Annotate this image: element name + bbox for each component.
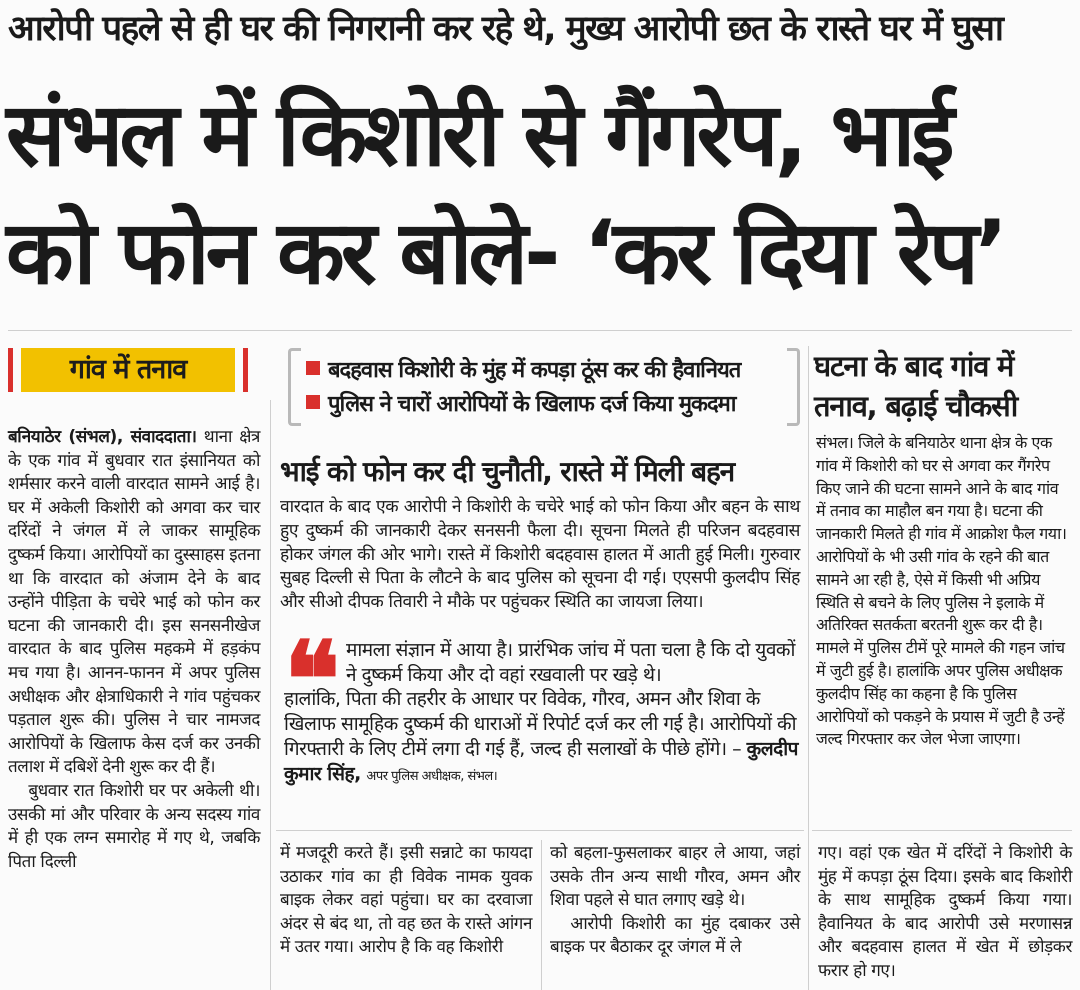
bottom-column-2 — [550, 842, 800, 960]
sidebar-headline-line-2: तनाव, बढ़ाई चौकसी — [814, 389, 1018, 423]
bullet-text-2: पुलिस ने चारों आरोपियों के खिलाफ दर्ज किया मुकदमा — [328, 392, 736, 417]
main-headline-line-1: संभल में किशोरी से गैंगरेप, भाई — [6, 83, 951, 186]
pull-quote — [284, 638, 804, 789]
quote-text-first: मामला संज्ञान में आया है। प्रारंभिक जांच में पता चला है कि दो युवकों ने दुष्कर्म किया और दो वहां रखवाली पर खड़े थे। — [346, 639, 795, 686]
column-divider-right — [808, 346, 809, 990]
quote-text-rest: हालांकि, पिता की तहरीर के आधार पर विवेक, गौरव, अमन और शिवा के खिलाफ सामूहिक दुष्कर्म की धाराओं में रिपोर्ट दर्ज कर ली गई है। आरोपियों की गिरफ्तारी के लिए टीमें लगा दी गई हैं, जल्द ही सलाखों के पीछे होंगे। – — [284, 688, 797, 760]
kicker-headline: आरोपी पहले से ही घर की निगरानी कर रहे थे, मुख्य आरोपी छत के रास्ते घर में घुसा — [8, 9, 1003, 49]
bottom-divider-1 — [541, 840, 542, 990]
headline-divider — [8, 330, 1072, 331]
bullets-bracket-right — [787, 348, 800, 426]
bullet-text-1: बदहवास किशोरी के मुंह में कपड़ा ठूंस कर की हैवानियत — [328, 358, 741, 383]
sidebar-divider-bottom — [812, 830, 1072, 831]
main-headline-line-2: को फोन कर बोले- ‘कर दिया रेप’ — [6, 201, 1005, 304]
sidebar-headline-line-1: घटना के बाद गांव में — [814, 349, 1014, 383]
left-column-text-1: थाना क्षेत्र के एक गांव में बुधवार रात इंसानियत को शर्मसार करने वाली वारदात सामने आई है। घर में अकेली किशोरी को अगवा कर चार दरिंदों ने जंगल में ले जाकर सामूहिक दुष्कर्म किया। आरोपियों का दुस्साहस इतना था कि वारदात को अंजाम देने के बाद उन्होंने पीड़िता के चचेरे भाई को फोन कर घटना की जानकारी दी। इस सनसनीखेज वारदात के बाद पुलिस महकमे में हड़कंप मच गया है। आनन-फानन में अपर पुलिस अधीक्षक और क्षेत्राधिकारी ने गांव पहुंचकर पड़ताल शुरू की। पुलिस ने चार नामजद आरोपियों के खिलाफ केस दर्ज कर उनकी तलाश में दबिशें देनी शुरू कर दी हैं। — [8, 427, 260, 778]
left-column-para-2: बुधवार रात किशोरी घर पर अकेली थी। उसकी मां और परिवार के अन्य सदस्य गांव में ही एक लग्न समारोह में गए थे, जबकि पिता दिल्ली — [8, 780, 260, 872]
bottom-column-2-para-1: को बहला-फुसलाकर बाहर ले आया, जहां उसके तीन अन्य साथी गौरव, अमन और शिवा पहले से घात लगाए खड़े थे। — [550, 843, 800, 911]
center-body: वारदात के बाद एक आरोपी ने किशोरी के चचेरे भाई को फोन किया और बहन के साथ हुए दुष्कर्म की जानकारी देकर सनसनी फैला दी। सूचना मिलते ही परिजन बदहवास होकर जंगल की ओर भागे। रास्ते में किशोरी बदहवास हालत में आती हुई मिली। गुरुवार सुबह दिल्ली से पिता के लौटने के बाद पुलिस को सूचना दी गई। एएसपी कुलदीप सिंह और सीओ दीपक तिवारी ने मौके पर पहुंचकर स्थिति का जायजा लिया। — [280, 497, 800, 613]
section-tag-label: गांव में तनाव — [21, 348, 235, 392]
square-bullet-icon — [306, 395, 320, 409]
square-bullet-icon — [306, 361, 320, 375]
bottom-column-1: में मजदूरी करते हैं। इसी सन्नाटे का फायदा उठाकर गांव का ही विवेक नामक युवक बाइक लेकर वहां पहुंचा। घर का दरवाजा अंदर से बंद था, तो वह छत के रास्ते आंगन में उतर गया। आरोप है कि वह किशोरी — [280, 843, 532, 958]
quote-attribution: कुलदीप कुमार सिंह, — [284, 737, 798, 785]
bullet-item-1 — [306, 354, 740, 384]
sidebar-headline — [814, 346, 1072, 426]
quote-divider-bottom — [276, 830, 804, 831]
bottom-column-2-para-2: आरोपी किशोरी का मुंह दबाकर उसे बाइक पर बैठाकर दूर जंगल में ले — [550, 913, 800, 958]
column-divider-left — [270, 400, 271, 990]
quote-mark-icon: ❝ — [284, 618, 340, 741]
bottom-column-3: गए। वहां एक खेत में दरिंदों ने किशोरी के मुंह में कपड़ा ठूंस दिया। इसके बाद किशोरी के साथ सामूहिक दुष्कर्म किया गया। हैवानियत के बाद आरोपी उसे मरणासन्न और बदहवास हालत में खेत में छोड़कर फरार हो गए। — [818, 843, 1072, 981]
left-column — [8, 426, 260, 874]
section-tag — [8, 348, 248, 392]
center-subheading: भाई को फोन कर दी चुनौती, रास्ते में मिली बहन — [280, 455, 734, 488]
dateline: बनियाठेर (संभल), संवाददाता। — [8, 427, 197, 447]
sidebar-body: संभल। जिले के बनियाठेर थाना क्षेत्र के एक गांव में किशोरी को घर से अगवा कर गैंगरेप किए जाने की घटना सामने आने के बाद गांव में तनाव का माहौल बन गया है। घटना की जानकारी मिलते ही गांव में आक्रोश फैल गया। आरोपियों के भी उसी गांव के रहने की बात सामने आ रही है, ऐसे में किसी भी अप्रिय स्थिति से बचने के लिए पुलिस ने इलाके में अतिरिक्त सतर्कता बरतनी शुरू कर दी है। मामले में पुलिस टीमें पूरे मामले की गहन जांच में जुटी हुई है। हालांकि अपर पुलिस अधीक्षक कुलदीप सिंह का कहना है कि पुलिस आरोपियों को पकड़ने के प्रयास में जुटी है उन्हें जल्द गिरफ्तार कर जेल भेजा जाएगा। — [816, 433, 1067, 749]
bullet-item-2 — [306, 388, 735, 418]
left-column-para-1 — [8, 426, 260, 780]
bullets-bracket-left — [288, 348, 301, 426]
quote-attribution-title: अपर पुलिस अधीक्षक, संभल। — [366, 768, 498, 784]
